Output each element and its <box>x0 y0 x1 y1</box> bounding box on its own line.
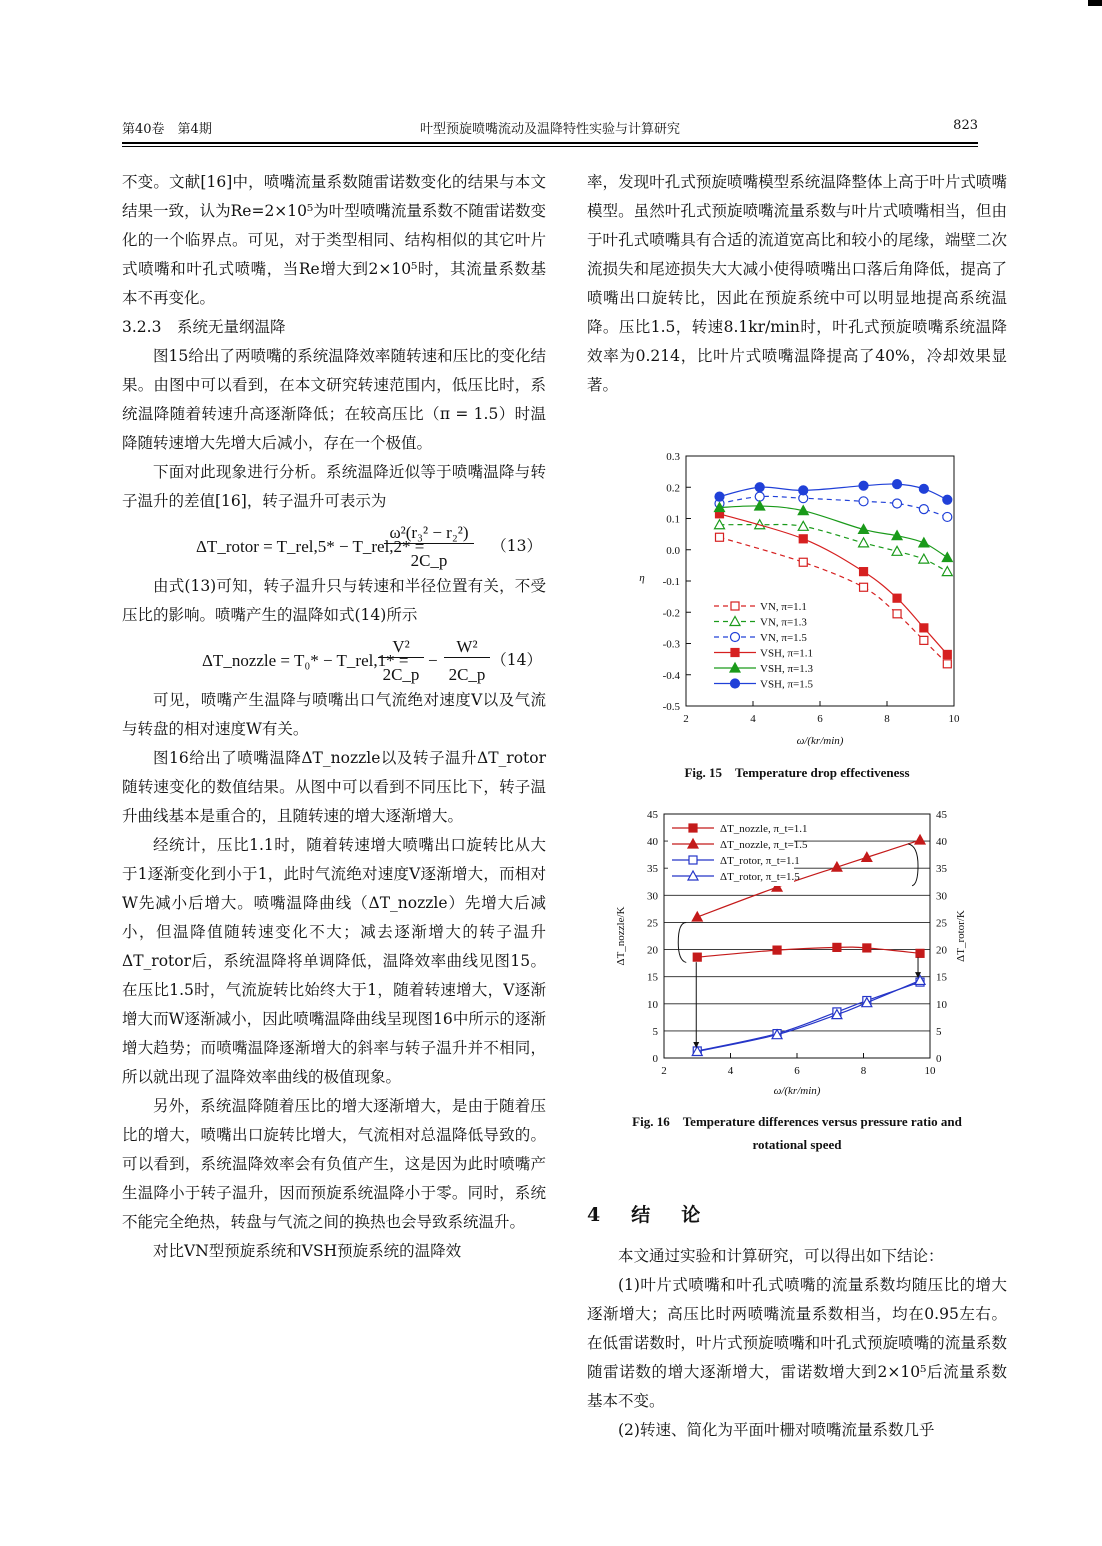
y-tick-label: 0.3 <box>666 451 680 463</box>
data-point <box>943 495 952 504</box>
data-point <box>798 521 808 530</box>
legend-marker <box>731 649 739 657</box>
series-4 <box>715 501 953 562</box>
data-point <box>942 553 952 562</box>
x-tick-label: 2 <box>661 1065 667 1077</box>
series-line <box>697 947 920 957</box>
data-point <box>859 481 868 490</box>
legend <box>714 601 814 691</box>
brace <box>908 844 918 886</box>
legend-label: VSH, π=1.3 <box>760 663 814 675</box>
paragraph: 另外，系统温降随着压比的增大逐渐增大，是由于随着压比的增大，喷嘴出口旋转比增大，气流相对总温降低导致的。可以看到，系统温降效率会有负值产生，这是因为此时喷嘴产生温降小于转子温升，因而预旋系统温降小于零。同时，系统不能完全绝热，转盘与气流之间的换热也会导致系统温升。 <box>122 1097 546 1231</box>
eq13-lhs: ΔT_rotor = T_rel,5* − T_rel,2* = <box>196 537 425 556</box>
brace <box>678 922 686 962</box>
y-tick-label: -0.2 <box>662 607 680 620</box>
fig16-caption-line: rotational speed <box>752 1137 842 1152</box>
series-3 <box>716 510 952 659</box>
fig15-chart <box>600 440 1000 758</box>
y-tick-label-right: 40 <box>936 836 947 849</box>
eq14-frac1-den: 2C_p <box>382 665 420 684</box>
series-line <box>697 982 920 1051</box>
series-line <box>720 506 948 558</box>
data-point <box>892 546 902 555</box>
series-line <box>697 980 920 1051</box>
paragraph: 可见，喷嘴产生温降与喷嘴出口气流绝对速度V以及气流与转盘的相对速度W有关。 <box>122 691 546 738</box>
x-tick-label: 8 <box>860 1065 867 1077</box>
data-point <box>859 538 869 547</box>
data-point <box>943 650 951 658</box>
series-0 <box>693 943 924 961</box>
data-point <box>833 943 841 951</box>
x-tick-label: 8 <box>884 713 890 725</box>
data-point <box>863 944 871 952</box>
y-tick-label-right: 20 <box>936 944 947 957</box>
legend-label: VN, π=1.5 <box>760 632 807 644</box>
data-point <box>919 484 928 493</box>
y-tick-label-left: 40 <box>647 836 658 849</box>
legend-label: VN, π=1.3 <box>760 616 807 629</box>
data-point <box>692 912 702 921</box>
series-2 <box>715 492 952 521</box>
series-line <box>720 514 948 655</box>
data-point <box>716 533 724 541</box>
x-axis-label: ω/(kr/min) <box>773 1085 821 1097</box>
legend-marker <box>731 602 739 610</box>
right-column-bottom <box>587 1242 1007 1445</box>
series-line <box>720 496 948 517</box>
paragraph: 图16给出了喷嘴温降ΔT_nozzle以及转子温升ΔT_rotor随转速变化的数值结果。从图中可以看到不同压比下，转子温升曲线基本是重合的，且随转速的增大逐渐增大。 <box>122 749 546 825</box>
equation-14: ΔT_nozzle = T₀* − T_rel,1* = V² 2C_p − W² 2C_p （14） <box>122 630 546 686</box>
x-tick-label: 10 <box>948 713 960 725</box>
legend-label: ΔT_nozzle, π_t=1.5 <box>720 839 808 851</box>
legend-label: VSH, π=1.5 <box>760 678 814 691</box>
y-tick-label-left: 10 <box>647 998 658 1011</box>
y-tick-label-right: 0 <box>936 1053 942 1065</box>
data-point <box>919 554 929 563</box>
data-point <box>693 953 701 961</box>
y-axis-label-left: ΔT_nozzle/K <box>615 906 627 966</box>
data-point <box>862 852 872 861</box>
x-tick-label: 6 <box>817 713 823 725</box>
legend-label: ΔT_rotor, π_t=1.5 <box>720 871 800 883</box>
x-axis-label: ω/(kr/min) <box>796 735 844 747</box>
y-tick-label-left: 5 <box>652 1025 658 1038</box>
paragraph: 不变。文献[16]中，喷嘴流量系数随雷诺数变化的结果与本文结果一致，认为Re=2×10⁵为叶型喷嘴流量系数不随雷诺数变化的一个临界点。可见，对于类型相同、结构相似的其它叶片式喷嘴和叶孔式喷嘴，当Re增大到2×10⁵时，其流量系数基本不再变化。 <box>122 173 546 307</box>
eq14-frac2-num: W² <box>456 637 478 656</box>
y-tick-label: 0.0 <box>666 544 680 557</box>
y-tick-label: -0.5 <box>662 701 680 713</box>
series-line <box>720 484 948 500</box>
y-tick-label-left: 20 <box>647 944 658 957</box>
legend-marker <box>731 633 740 642</box>
series-2 <box>693 978 924 1055</box>
y-tick-label-left: 35 <box>647 863 658 876</box>
y-tick-label-right: 45 <box>936 809 947 821</box>
paragraph: 图15给出了两喷嘴的系统温降效率随转速和压比的变化结果。由图中可以看到，在本文研究转速范围内，低压比时，系统温降随着转速升高逐渐降低；在较高压比（π = 1.5）时温降随转速增大先增大后减小，存在一个极值。 <box>122 347 546 452</box>
header-rule-thin <box>122 146 978 147</box>
y-tick-label: -0.4 <box>662 669 680 682</box>
series-5 <box>715 480 952 505</box>
legend-label: VSH, π=1.1 <box>760 647 814 660</box>
legend <box>668 820 808 886</box>
volume-issue: 第40卷 第4期 <box>122 122 212 137</box>
y-tick-label: -0.3 <box>662 638 680 651</box>
paragraph: 本文通过实验和计算研究，可以得出如下结论： <box>618 1247 944 1265</box>
paragraph: 经统计，压比1.1时，随着转速增大喷嘴出口旋转比从大于1逐渐变化到小于1，此时气流绝对速度V逐渐增大，而相对W先减小后增大。喷嘴温降曲线（ΔT_nozzle）先增大后减小，但温降值随转速变化不大；减去逐渐增大的转子温升ΔT_rotor后，系统温降将单调降低，温降效率曲线见图15。在压比1.5时，气流旋转比始终大于1，随着转速增大，V逐渐增大而W逐渐减小，因此喷嘴温降曲线呈现图16中所示的逐渐增大趋势；而喷嘴温降逐渐增大的斜率与转子温升并不相同，所以就出现了温降效率曲线的极值现象。 <box>122 836 546 1086</box>
data-point <box>799 486 808 495</box>
series-line <box>720 524 948 571</box>
data-point <box>919 505 928 514</box>
series-line <box>720 537 948 664</box>
legend-marker <box>689 824 697 832</box>
eq14-frac2-den: 2C_p <box>448 665 486 684</box>
legend-marker <box>731 679 740 688</box>
legend-marker <box>689 856 697 864</box>
series-3 <box>692 975 925 1055</box>
page-corner-mark <box>1088 0 1102 6</box>
data-point <box>943 512 952 521</box>
y-tick-label-left: 15 <box>647 971 658 984</box>
journal-title: 叶型预旋喷嘴流动及温降特性实验与计算研究 <box>419 122 680 137</box>
y-tick-label-right: 35 <box>936 863 947 876</box>
data-point <box>773 946 781 954</box>
data-point <box>942 567 952 576</box>
data-point <box>919 538 929 547</box>
x-tick-label: 6 <box>794 1065 800 1077</box>
y-tick-label-right: 15 <box>936 971 947 984</box>
data-point <box>893 610 901 618</box>
data-point <box>860 568 868 576</box>
data-point <box>920 636 928 644</box>
series-1 <box>715 520 953 576</box>
data-point <box>916 949 924 957</box>
x-tick-label: 2 <box>683 713 689 725</box>
data-point <box>859 497 868 506</box>
right-column-top <box>587 168 1007 400</box>
y-tick-label: -0.1 <box>662 576 680 588</box>
y-tick-label-right: 5 <box>936 1025 942 1038</box>
page-number: 823 <box>953 118 978 133</box>
paragraph: (1)叶片式喷嘴和叶孔式喷嘴的流量系数均随压比的增大逐渐增大；高压比时两喷嘴流量系数相当，均在0.95左右。在低雷诺数时，叶片式预旋喷嘴和叶孔式预旋喷嘴的流量系数随雷诺数的增大逐渐增大，雷诺数增大到2×10⁵后流量系数基本不变。 <box>587 1276 1007 1410</box>
paragraph: (2)转速、简化为平面叶栅对喷嘴流量系数几乎 <box>618 1421 935 1439</box>
left-column <box>122 168 546 1266</box>
fig16-caption-line: Fig. 16 Temperature differences versus pressure ratio and <box>632 1114 962 1129</box>
paragraph: 率，发现叶孔式预旋喷嘴模型系统温降整体上高于叶片式喷嘴模型。虽然叶孔式预旋喷嘴流量系数与叶片式喷嘴相当，但由于叶孔式喷嘴具有合适的流道宽高比和较小的尾缘，端壁二次流损失和尾迹损失大大减小使得喷嘴出口落后角降低，提高了喷嘴出口旋转比，因此在预旋系统中可以明显地提高系统温降。压比1.5，转速8.1kr/min时，叶孔式预旋喷嘴系统温降效率为0.214，比叶片式喷嘴温降提高了40%，冷却效果显著。 <box>587 173 1007 394</box>
y-tick-label-left: 0 <box>652 1053 658 1065</box>
y-tick-label-right: 30 <box>936 890 947 903</box>
eq13-numerator: ω²(r₃² − r₂²) <box>389 523 469 542</box>
header-rule-thick <box>122 142 978 144</box>
equation-number: （13） <box>491 537 542 555</box>
paragraph: 由式(13)可知，转子温升只与转速和半径位置有关，不受压比的影响。喷嘴产生的温降如式(14)所示 <box>122 577 546 624</box>
data-point <box>893 594 901 602</box>
eq14-lhs: ΔT_nozzle = T₀* − T_rel,1* = <box>202 651 409 670</box>
data-point <box>755 483 764 492</box>
data-point <box>799 535 807 543</box>
data-point <box>860 583 868 591</box>
equation-13 <box>122 516 546 572</box>
data-point <box>832 862 842 871</box>
running-header <box>122 118 978 140</box>
section-heading: 4 结 论 <box>587 1204 707 1226</box>
paragraph: 对比VN型预旋系统和VSH预旋系统的温降效 <box>153 1242 462 1260</box>
x-tick-label: 4 <box>727 1065 734 1077</box>
data-point <box>893 499 902 508</box>
y-tick-label-right: 10 <box>936 998 947 1011</box>
fig16-caption <box>587 1110 1007 1156</box>
fig15-caption: Fig. 15 Temperature drop effectiveness <box>684 765 910 780</box>
eq14-frac1-num: V² <box>392 637 410 656</box>
y-tick-label-right: 25 <box>936 917 947 930</box>
data-point <box>893 480 902 489</box>
fig16-chart <box>600 800 1000 1105</box>
data-point <box>715 492 724 501</box>
data-point <box>943 660 951 668</box>
subsection-heading: 3.2.3 系统无量纲温降 <box>122 318 286 336</box>
y-tick-label: 0.1 <box>666 513 680 526</box>
paragraph: 下面对此现象进行分析。系统温降近似等于喷嘴温降与转子温升的差值[16]，转子温升可表示为 <box>122 463 546 510</box>
y-tick-label-left: 30 <box>647 890 658 903</box>
legend-label: ΔT_rotor, π_t=1.1 <box>720 855 800 867</box>
y-axis-label: η <box>639 572 645 584</box>
y-tick-label-left: 25 <box>647 917 658 930</box>
data-point <box>799 558 807 566</box>
data-point <box>915 835 925 844</box>
data-point <box>920 624 928 632</box>
x-tick-label: 4 <box>750 713 756 725</box>
equation-number: （14） <box>491 651 542 669</box>
y-tick-label: 0.2 <box>666 482 680 495</box>
x-tick-label: 10 <box>924 1065 936 1077</box>
legend-label: VN, π=1.1 <box>760 601 807 613</box>
legend-marker <box>730 617 740 626</box>
eq13-denominator: 2C_p <box>410 551 448 570</box>
y-tick-label-left: 45 <box>647 809 658 821</box>
y-axis-label-right: ΔT_rotor/K <box>955 910 967 962</box>
legend-label: ΔT_nozzle, π_t=1.1 <box>720 823 808 835</box>
